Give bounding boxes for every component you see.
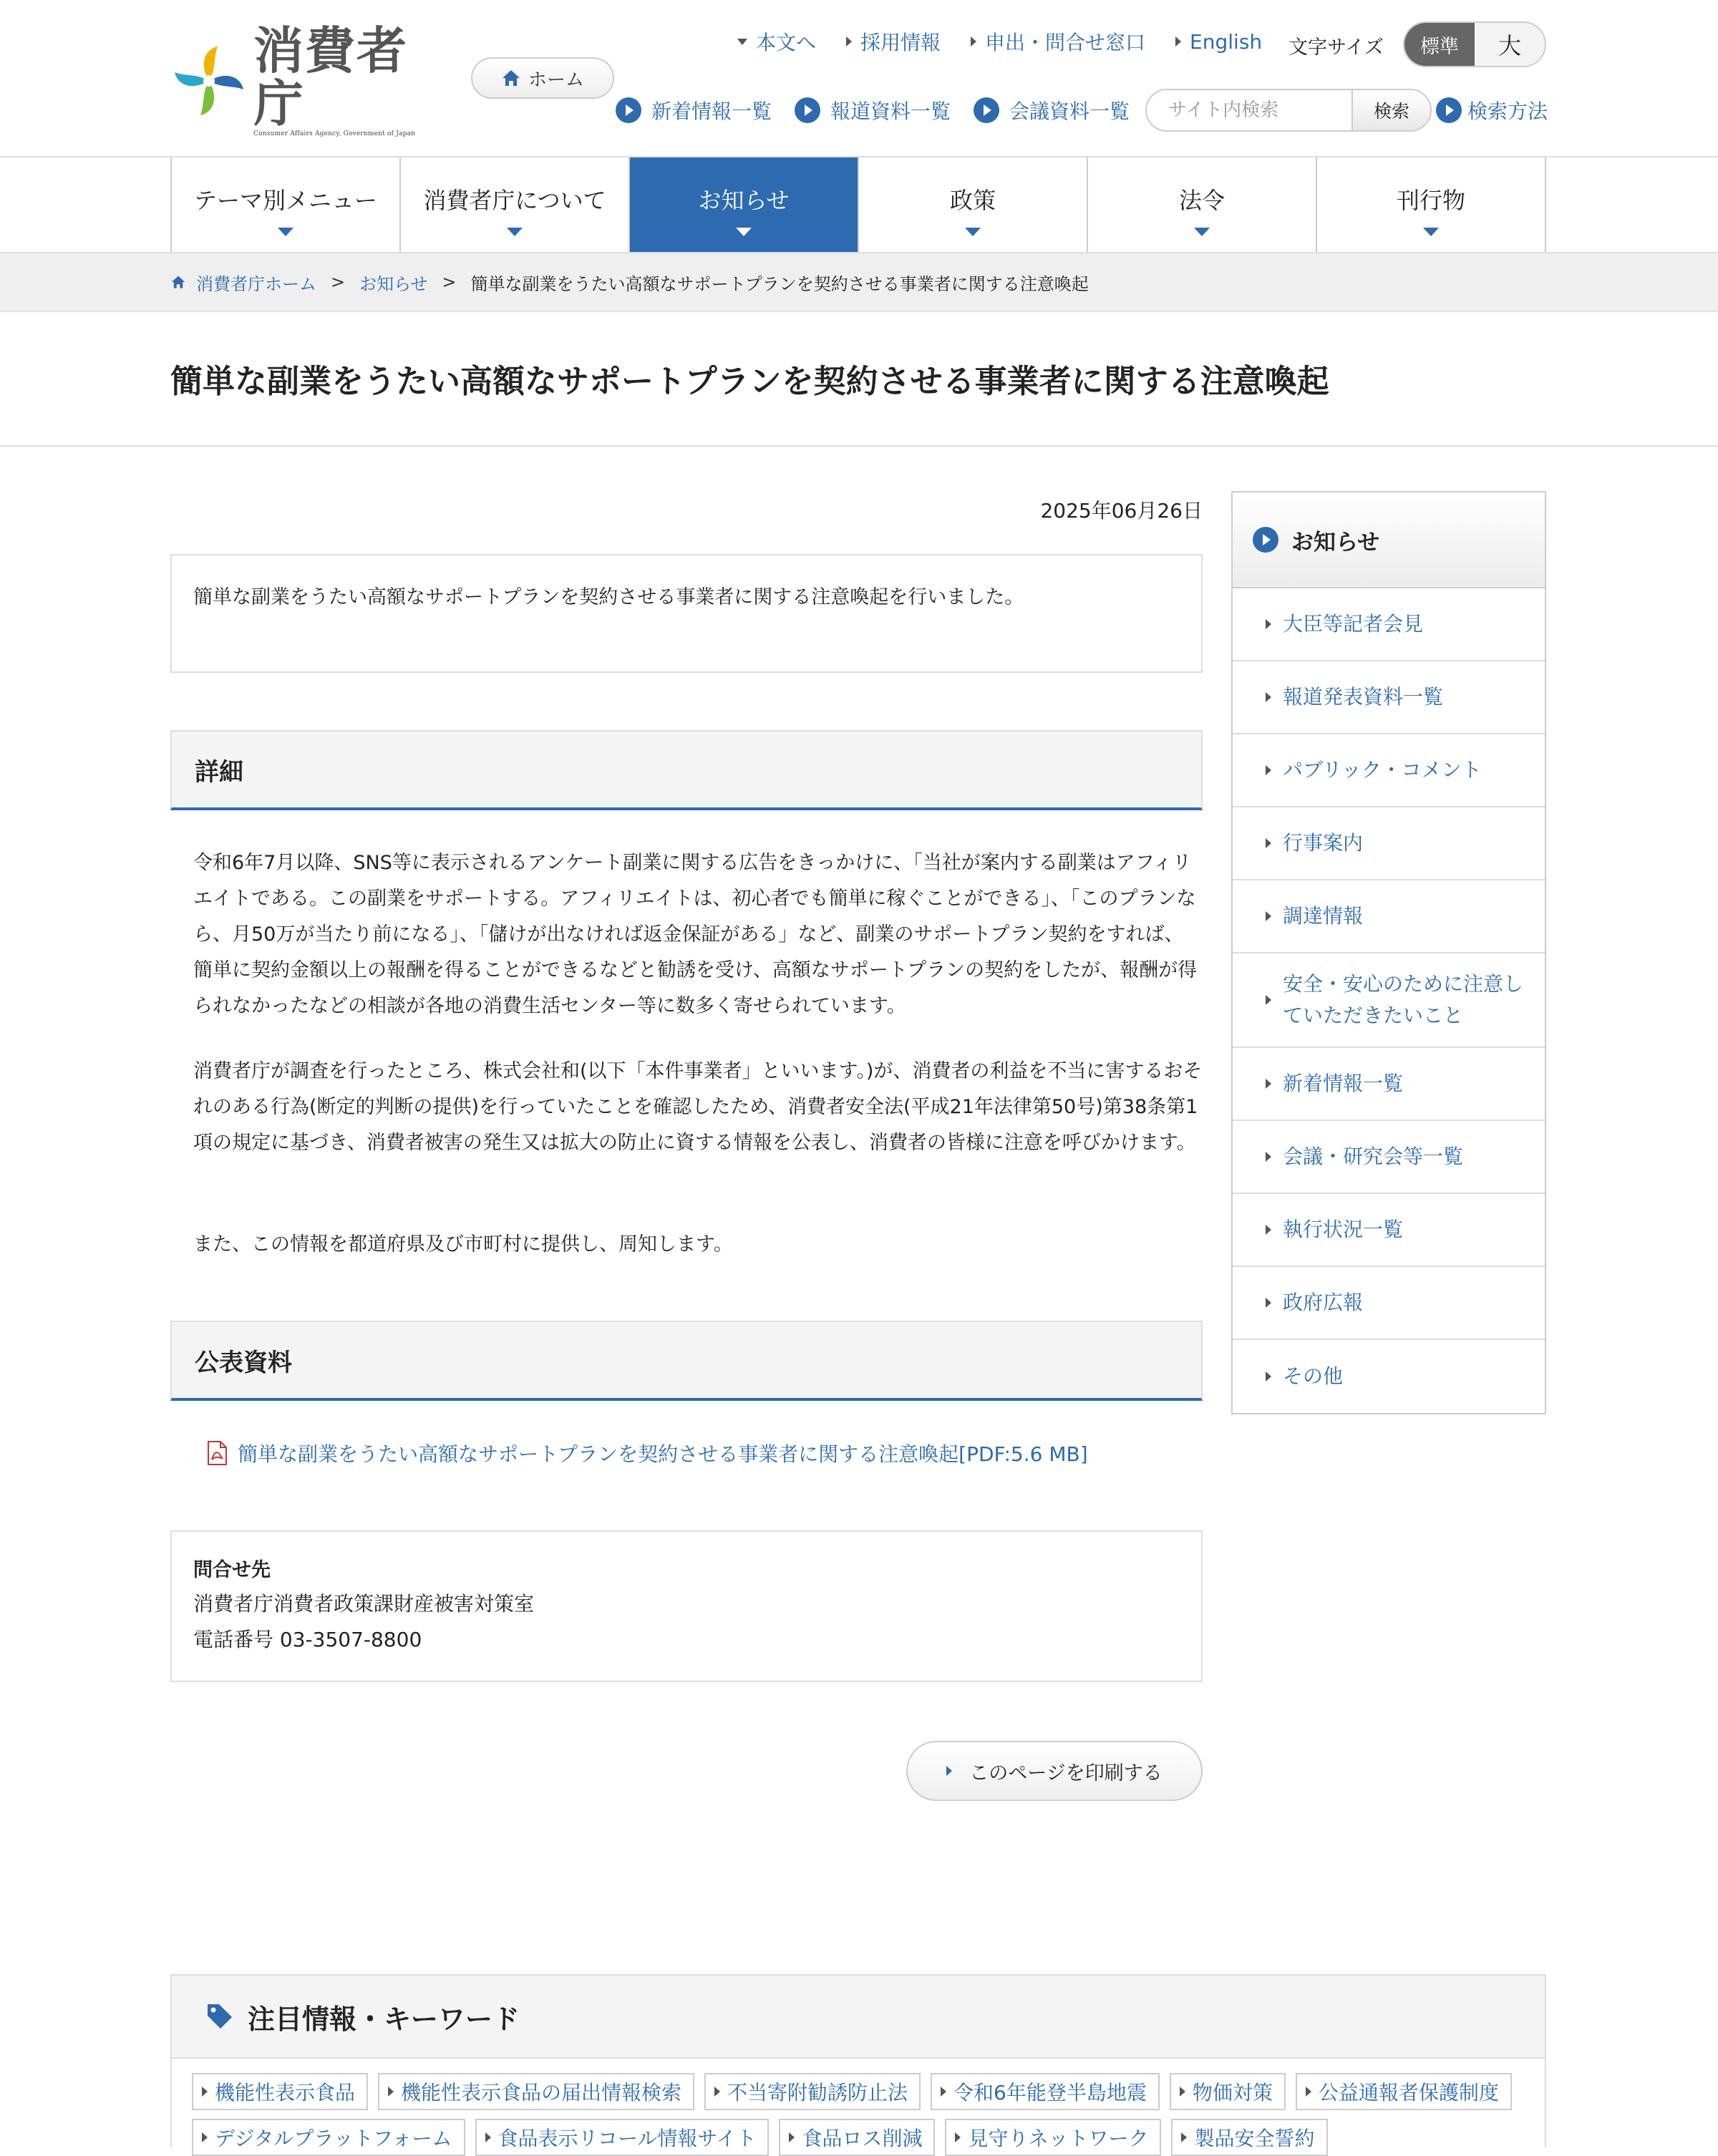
- sidebar-item-label: 大臣等記者会見: [1283, 612, 1424, 636]
- nav-label: 消費者庁について: [423, 187, 606, 214]
- breadcrumb-home-link[interactable]: 消費者庁ホーム: [196, 273, 316, 294]
- chevron-right-icon: [714, 2087, 720, 2097]
- recruit-link[interactable]: [846, 27, 941, 56]
- print-page-label: このページを印刷する: [969, 1762, 1163, 1784]
- nav-label: 政策: [949, 187, 996, 214]
- chevron-right-icon: [1181, 2132, 1187, 2142]
- sidebar-item-other[interactable]: [1233, 1340, 1545, 1413]
- sidebar-heading-label: お知らせ: [1291, 529, 1380, 555]
- nav-policy[interactable]: [859, 157, 1088, 252]
- font-size-large-button[interactable]: 大: [1475, 23, 1545, 66]
- caret-down-icon: [1423, 228, 1439, 236]
- breadcrumb-parent-link[interactable]: お知らせ: [359, 273, 428, 294]
- sidebar-item-label: 執行状況一覧: [1283, 1218, 1404, 1241]
- chevron-right-icon: [202, 2132, 208, 2142]
- contact-phone: 電話番号 03-3507-8800: [193, 1628, 422, 1651]
- title-divider: [0, 445, 1718, 447]
- keyword-label: 食品表示リコール情報サイト: [498, 2127, 757, 2150]
- keyword-item[interactable]: [779, 2119, 935, 2156]
- sidebar-item-label: その他: [1283, 1364, 1344, 1388]
- english-link[interactable]: [1175, 30, 1262, 54]
- contact-organization: 消費者庁消費者政策課財産被害対策室: [193, 1592, 535, 1616]
- contact-box: [170, 1530, 1203, 1682]
- utility-links: [737, 27, 1292, 56]
- nav-publications[interactable]: [1317, 157, 1546, 252]
- keywords-heading: [172, 1976, 1545, 2059]
- chevron-right-icon: [1180, 2087, 1185, 2097]
- details-heading: 詳細: [170, 730, 1203, 810]
- circle-arrow-icon: [795, 97, 820, 123]
- keyword-label: 不当寄附勧誘防止法: [727, 2081, 908, 2104]
- sidebar-item-label: 政府広報: [1283, 1291, 1364, 1314]
- search-help-link[interactable]: [1436, 96, 1548, 125]
- chevron-right-icon: [846, 37, 852, 47]
- keyword-item[interactable]: [945, 2119, 1161, 2156]
- sidebar-item-procurement[interactable]: [1233, 880, 1545, 953]
- keyword-label: 令和6年能登半島地震: [953, 2081, 1147, 2104]
- sidebar-item-label: 調達情報: [1283, 904, 1364, 928]
- keyword-label: 機能性表示食品: [215, 2081, 356, 2104]
- logo-name: 消費者庁: [253, 21, 408, 133]
- site-search: [1145, 89, 1432, 132]
- keyword-list: [172, 2059, 1545, 2156]
- contact-heading: 問合せ先: [193, 1559, 271, 1581]
- press-list-label: 報道資料一覧: [830, 99, 951, 123]
- sidebar-item-label: 会議・研究会等一覧: [1283, 1145, 1464, 1168]
- sidebar-item-public-comment[interactable]: [1233, 734, 1545, 807]
- keyword-item[interactable]: [931, 2073, 1160, 2110]
- meeting-list-link[interactable]: [974, 96, 1130, 125]
- keyword-item[interactable]: [378, 2073, 694, 2110]
- news-list-link[interactable]: [616, 96, 772, 125]
- nav-label: 法令: [1178, 187, 1225, 214]
- tag-icon: [205, 2001, 235, 2031]
- global-nav: [170, 157, 1546, 252]
- home-icon: [501, 69, 521, 87]
- materials-heading: 公表資料: [170, 1321, 1203, 1401]
- home-button[interactable]: [471, 57, 614, 99]
- keyword-item[interactable]: [704, 2073, 921, 2110]
- keyword-label: 食品ロス削減: [802, 2127, 923, 2150]
- meeting-list-label: 会議資料一覧: [1009, 99, 1130, 123]
- chevron-right-icon: [485, 2132, 491, 2142]
- page-title: 簡単な副業をうたい高額なサポートプランを契約させる事業者に関する注意喚起: [170, 362, 1329, 400]
- inquiry-link[interactable]: [971, 27, 1145, 56]
- keyword-item[interactable]: [192, 2119, 465, 2156]
- pdf-link-label: 簡単な副業をうたい高額なサポートプランを契約させる事業者に関する注意喚起[PDF:5.6 MB]: [238, 1442, 1088, 1466]
- sidebar-item-label: パブリック・コメント: [1283, 758, 1482, 782]
- circle-arrow-icon: [974, 97, 999, 123]
- chevron-right-icon: [941, 2087, 946, 2097]
- sidebar-item-news[interactable]: [1233, 1048, 1545, 1121]
- nav-laws[interactable]: [1088, 157, 1317, 252]
- search-input[interactable]: [1147, 90, 1351, 130]
- breadcrumb-separator: >: [442, 272, 457, 292]
- sidebar-item-events[interactable]: [1233, 807, 1545, 880]
- keyword-label: 物価対策: [1192, 2081, 1273, 2104]
- skip-to-content-link[interactable]: [737, 27, 816, 56]
- skip-to-content-label: 本文へ: [756, 31, 817, 54]
- logo-mark-icon: [170, 42, 248, 120]
- caret-down-icon: [965, 228, 981, 236]
- lead-summary: 簡単な副業をうたい高額なサポートプランを契約させる事業者に関する注意喚起を行いました。: [170, 554, 1203, 673]
- print-page-button[interactable]: [906, 1741, 1203, 1801]
- font-size-standard-button[interactable]: 標準: [1404, 23, 1475, 66]
- press-list-link[interactable]: [795, 96, 951, 125]
- breadcrumb: [0, 252, 1718, 312]
- nav-theme-menu[interactable]: [172, 157, 401, 252]
- pdf-icon: [206, 1441, 228, 1465]
- header-quick-links: [616, 96, 1152, 125]
- caret-down-icon: [278, 228, 293, 236]
- sidebar: [1231, 491, 1546, 1414]
- chevron-right-icon: [1175, 37, 1181, 47]
- nav-label: テーマ別メニュー: [193, 187, 377, 214]
- details-paragraph: 令和6年7月以降、SNS等に表示されるアンケート副業に関する広告をきっかけに、「当社が案内する副業はアフィリエイトである。この副業をサポートする。アフィリエイトは、初心者でも簡単に稼ぐことができる」、「このプランなら、月50万が当たり前になる」、「儲けが出なければ返金保証がある」など、副業のサポートプラン契約をすれば、簡単に契約金額以上の報酬を得ることができるなどと勧誘を受け、高額なサポートプランの契約をしたが、報酬が得られなかったなどの相談が各地の消費生活センター等に数多く寄せられています。: [193, 852, 1198, 1017]
- nav-about[interactable]: [401, 157, 630, 252]
- search-help-label: 検索方法: [1467, 99, 1548, 123]
- home-icon: [170, 275, 186, 289]
- keyword-item[interactable]: [192, 2073, 368, 2110]
- details-paragraph: また、この情報を都道府県及び市町村に提供し、周知します。: [193, 1233, 733, 1256]
- caret-down-icon: [507, 228, 523, 236]
- chevron-right-icon: [388, 2087, 394, 2097]
- english-label: English: [1190, 29, 1263, 54]
- featured-keywords: [170, 1974, 1546, 2150]
- breadcrumb-current: 簡単な副業をうたい高額なサポートプランを契約させる事業者に関する注意喚起: [470, 273, 1089, 294]
- keywords-heading-label: 注目情報・キーワード: [248, 2003, 520, 2035]
- chevron-right-icon: [1306, 2087, 1311, 2097]
- chevron-right-icon: [971, 37, 976, 47]
- keyword-label: 公益通報者保護制度: [1318, 2081, 1499, 2104]
- details-paragraph: 消費者庁が調査を行ったところ、株式会社和(以下「本件事業者」といいます。)が、消費者の利益を不当に害するおそれのある行為(断定的判断の提供)を行っていたことを確認したため、消費者安全法(平成21年法律第50号)第38条第1項の規定に基づき、消費者被害の発生又は拡大の防止に資する情報を公表し、消費者の皆様に注意を呼びかけます。: [193, 1060, 1203, 1154]
- sidebar-item-label: 新着情報一覧: [1283, 1072, 1404, 1095]
- keyword-item[interactable]: [1170, 2073, 1286, 2110]
- chevron-right-icon: [789, 2132, 795, 2142]
- keyword-label: 見守りネットワーク: [968, 2127, 1149, 2150]
- logo-subtitle: Consumer Affairs Agency, Government of Japan: [253, 130, 416, 137]
- keyword-label: 機能性表示食品の届出情報検索: [401, 2081, 682, 2104]
- sidebar-item-press-conference[interactable]: [1233, 588, 1545, 661]
- circle-arrow-icon: [1436, 97, 1462, 123]
- sidebar-heading: [1233, 492, 1545, 588]
- keyword-item[interactable]: [1296, 2073, 1512, 2110]
- caret-down-icon: [736, 228, 752, 236]
- site-logo[interactable]: [170, 21, 442, 137]
- keyword-label: デジタルプラットフォーム: [215, 2127, 452, 2150]
- sidebar-item-safety-notices[interactable]: [1233, 953, 1545, 1048]
- sidebar-item-label: 行事案内: [1283, 831, 1364, 855]
- circle-arrow-icon: [616, 97, 641, 123]
- keyword-item[interactable]: [475, 2119, 770, 2156]
- sidebar-item-enforcement[interactable]: [1233, 1194, 1545, 1267]
- keyword-item[interactable]: [1171, 2119, 1327, 2156]
- sidebar-item-meetings[interactable]: [1233, 1121, 1545, 1194]
- font-size-label: 文字サイズ: [1288, 37, 1384, 59]
- sidebar-item-press-releases[interactable]: [1233, 661, 1545, 734]
- site-header: [0, 0, 1718, 157]
- pdf-download-link[interactable]: [206, 1439, 1088, 1467]
- sidebar-item-label: 安全・安心のために注意していただきたいこと: [1283, 972, 1524, 1027]
- nav-label: お知らせ: [698, 187, 790, 214]
- nav-label: 刊行物: [1396, 187, 1465, 214]
- search-button[interactable]: 検索: [1351, 90, 1430, 130]
- chevron-right-icon: [955, 2132, 961, 2142]
- sidebar-item-government-pr[interactable]: [1233, 1267, 1545, 1340]
- sidebar-item-label: 報道発表資料一覧: [1283, 685, 1444, 709]
- nav-notices[interactable]: [630, 157, 859, 252]
- chevron-right-icon: [202, 2087, 208, 2097]
- home-button-label: ホーム: [528, 69, 584, 91]
- circle-arrow-icon: [1253, 527, 1278, 553]
- recruit-label: 採用情報: [860, 31, 941, 54]
- font-size-toggle: [1403, 21, 1546, 67]
- keyword-label: 製品安全誓約: [1194, 2127, 1315, 2150]
- inquiry-label: 申出・問合せ窓口: [985, 31, 1146, 54]
- news-list-label: 新着情報一覧: [651, 99, 772, 123]
- caret-down-icon: [1194, 228, 1210, 236]
- publish-date: 2025年06月26日: [1040, 499, 1203, 523]
- chevron-right-icon: [946, 1766, 952, 1776]
- chevron-down-icon: [737, 39, 747, 45]
- breadcrumb-separator: >: [331, 272, 346, 292]
